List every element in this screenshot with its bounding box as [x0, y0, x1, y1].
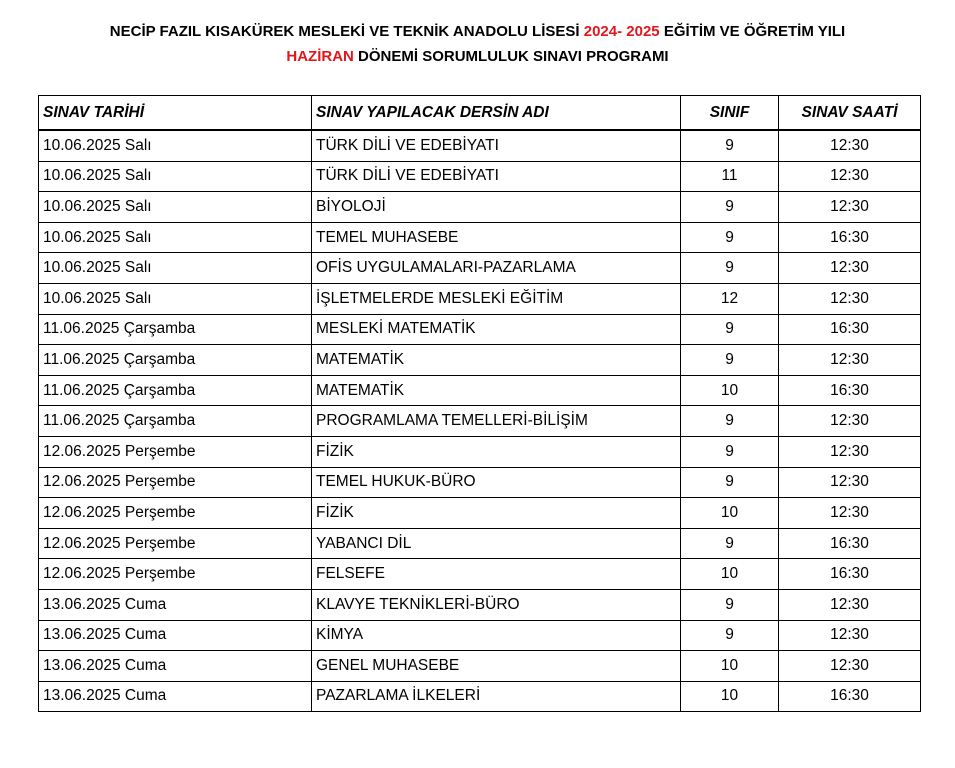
- cell-course-name: OFİS UYGULAMALARI-PAZARLAMA: [312, 253, 681, 284]
- cell-class: 9: [681, 345, 779, 376]
- title-suffix: EĞİTİM VE ÖĞRETİM YILI: [663, 23, 846, 40]
- table-row: [39, 161, 921, 192]
- table-row: [39, 283, 921, 314]
- cell-course-name: MATEMATİK: [312, 345, 681, 376]
- column-header-course: SINAV YAPILACAK DERSİN ADI: [312, 96, 681, 131]
- table-row: [39, 130, 921, 161]
- cell-exam-time: 16:30: [779, 528, 921, 559]
- cell-class: 9: [681, 620, 779, 651]
- cell-class: 9: [681, 222, 779, 253]
- table-body: [39, 130, 921, 712]
- cell-course-name: MESLEKİ MATEMATİK: [312, 314, 681, 345]
- table-row: [39, 589, 921, 620]
- cell-course-name: PAZARLAMA İLKELERİ: [312, 681, 681, 712]
- cell-class: 9: [681, 406, 779, 437]
- cell-exam-date: 12.06.2025 Perşembe: [39, 498, 312, 529]
- cell-class: 9: [681, 192, 779, 223]
- cell-exam-date: 12.06.2025 Perşembe: [39, 467, 312, 498]
- cell-course-name: FİZİK: [312, 436, 681, 467]
- cell-exam-time: 12:30: [779, 345, 921, 376]
- table-row: [39, 620, 921, 651]
- cell-course-name: MATEMATİK: [312, 375, 681, 406]
- cell-exam-time: 16:30: [779, 314, 921, 345]
- cell-class: 9: [681, 253, 779, 284]
- cell-course-name: FELSEFE: [312, 559, 681, 590]
- program-name: DÖNEMİ SORUMLULUK SINAVI PROGRAMI: [358, 48, 669, 65]
- cell-exam-time: 12:30: [779, 253, 921, 284]
- table-row: [39, 498, 921, 529]
- cell-exam-date: 13.06.2025 Cuma: [39, 589, 312, 620]
- column-header-date: SINAV TARİHİ: [39, 96, 312, 131]
- exam-month: HAZİRAN: [286, 48, 354, 65]
- cell-course-name: BİYOLOJİ: [312, 192, 681, 223]
- cell-exam-date: 13.06.2025 Cuma: [39, 620, 312, 651]
- cell-class: 9: [681, 589, 779, 620]
- cell-course-name: TEMEL MUHASEBE: [312, 222, 681, 253]
- document-title-line-1: [0, 20, 955, 44]
- cell-exam-date: 12.06.2025 Perşembe: [39, 436, 312, 467]
- cell-class: 9: [681, 528, 779, 559]
- cell-exam-date: 12.06.2025 Perşembe: [39, 559, 312, 590]
- cell-course-name: KİMYA: [312, 620, 681, 651]
- table-row: [39, 222, 921, 253]
- exam-schedule-table: [38, 95, 921, 712]
- academic-year: 2024- 2025: [583, 23, 660, 40]
- cell-exam-date: 10.06.2025 Salı: [39, 222, 312, 253]
- table-row: [39, 192, 921, 223]
- cell-class: 9: [681, 314, 779, 345]
- column-header-time: SINAV SAATİ: [779, 96, 921, 131]
- cell-exam-date: 12.06.2025 Perşembe: [39, 528, 312, 559]
- table-row: [39, 314, 921, 345]
- cell-exam-time: 12:30: [779, 406, 921, 437]
- cell-exam-time: 16:30: [779, 681, 921, 712]
- table-row: [39, 528, 921, 559]
- cell-course-name: KLAVYE TEKNİKLERİ-BÜRO: [312, 589, 681, 620]
- cell-exam-time: 12:30: [779, 130, 921, 161]
- cell-class: 9: [681, 130, 779, 161]
- school-name: NECİP FAZIL KISAKÜREK MESLEKİ VE TEKNİK ANADOLU LİSESİ: [109, 23, 580, 40]
- cell-course-name: İŞLETMELERDE MESLEKİ EĞİTİM: [312, 283, 681, 314]
- cell-exam-date: 13.06.2025 Cuma: [39, 681, 312, 712]
- cell-exam-time: 12:30: [779, 651, 921, 682]
- column-header-class: SINIF: [681, 96, 779, 131]
- cell-exam-date: 11.06.2025 Çarşamba: [39, 375, 312, 406]
- cell-exam-time: 12:30: [779, 283, 921, 314]
- cell-course-name: TÜRK DİLİ VE EDEBİYATI: [312, 130, 681, 161]
- cell-exam-date: 10.06.2025 Salı: [39, 253, 312, 284]
- cell-exam-date: 10.06.2025 Salı: [39, 283, 312, 314]
- cell-exam-time: 12:30: [779, 436, 921, 467]
- cell-course-name: TEMEL HUKUK-BÜRO: [312, 467, 681, 498]
- table-row: [39, 467, 921, 498]
- cell-class: 9: [681, 436, 779, 467]
- cell-exam-date: 13.06.2025 Cuma: [39, 651, 312, 682]
- table-row: [39, 436, 921, 467]
- cell-class: 12: [681, 283, 779, 314]
- table-row: [39, 651, 921, 682]
- cell-class: 10: [681, 375, 779, 406]
- cell-exam-date: 10.06.2025 Salı: [39, 161, 312, 192]
- cell-course-name: PROGRAMLAMA TEMELLERİ-BİLİŞİM: [312, 406, 681, 437]
- cell-exam-time: 12:30: [779, 589, 921, 620]
- cell-class: 11: [681, 161, 779, 192]
- table-row: [39, 345, 921, 376]
- cell-exam-date: 11.06.2025 Çarşamba: [39, 406, 312, 437]
- cell-exam-time: 16:30: [779, 375, 921, 406]
- cell-course-name: TÜRK DİLİ VE EDEBİYATI: [312, 161, 681, 192]
- cell-exam-date: 10.06.2025 Salı: [39, 130, 312, 161]
- cell-exam-date: 11.06.2025 Çarşamba: [39, 314, 312, 345]
- cell-exam-time: 16:30: [779, 222, 921, 253]
- cell-exam-time: 12:30: [779, 161, 921, 192]
- cell-exam-date: 11.06.2025 Çarşamba: [39, 345, 312, 376]
- document-title-line-2: [0, 45, 955, 69]
- table-header-row: [39, 96, 921, 131]
- table-row: [39, 253, 921, 284]
- table-row: [39, 406, 921, 437]
- cell-course-name: GENEL MUHASEBE: [312, 651, 681, 682]
- cell-exam-time: 12:30: [779, 620, 921, 651]
- cell-class: 10: [681, 498, 779, 529]
- cell-exam-date: 10.06.2025 Salı: [39, 192, 312, 223]
- table-row: [39, 559, 921, 590]
- cell-class: 10: [681, 651, 779, 682]
- cell-class: 10: [681, 559, 779, 590]
- cell-exam-time: 16:30: [779, 559, 921, 590]
- cell-course-name: FİZİK: [312, 498, 681, 529]
- cell-class: 9: [681, 467, 779, 498]
- cell-exam-time: 12:30: [779, 467, 921, 498]
- table-row: [39, 681, 921, 712]
- cell-exam-time: 12:30: [779, 192, 921, 223]
- cell-exam-time: 12:30: [779, 498, 921, 529]
- cell-class: 10: [681, 681, 779, 712]
- cell-course-name: YABANCI DİL: [312, 528, 681, 559]
- table-row: [39, 375, 921, 406]
